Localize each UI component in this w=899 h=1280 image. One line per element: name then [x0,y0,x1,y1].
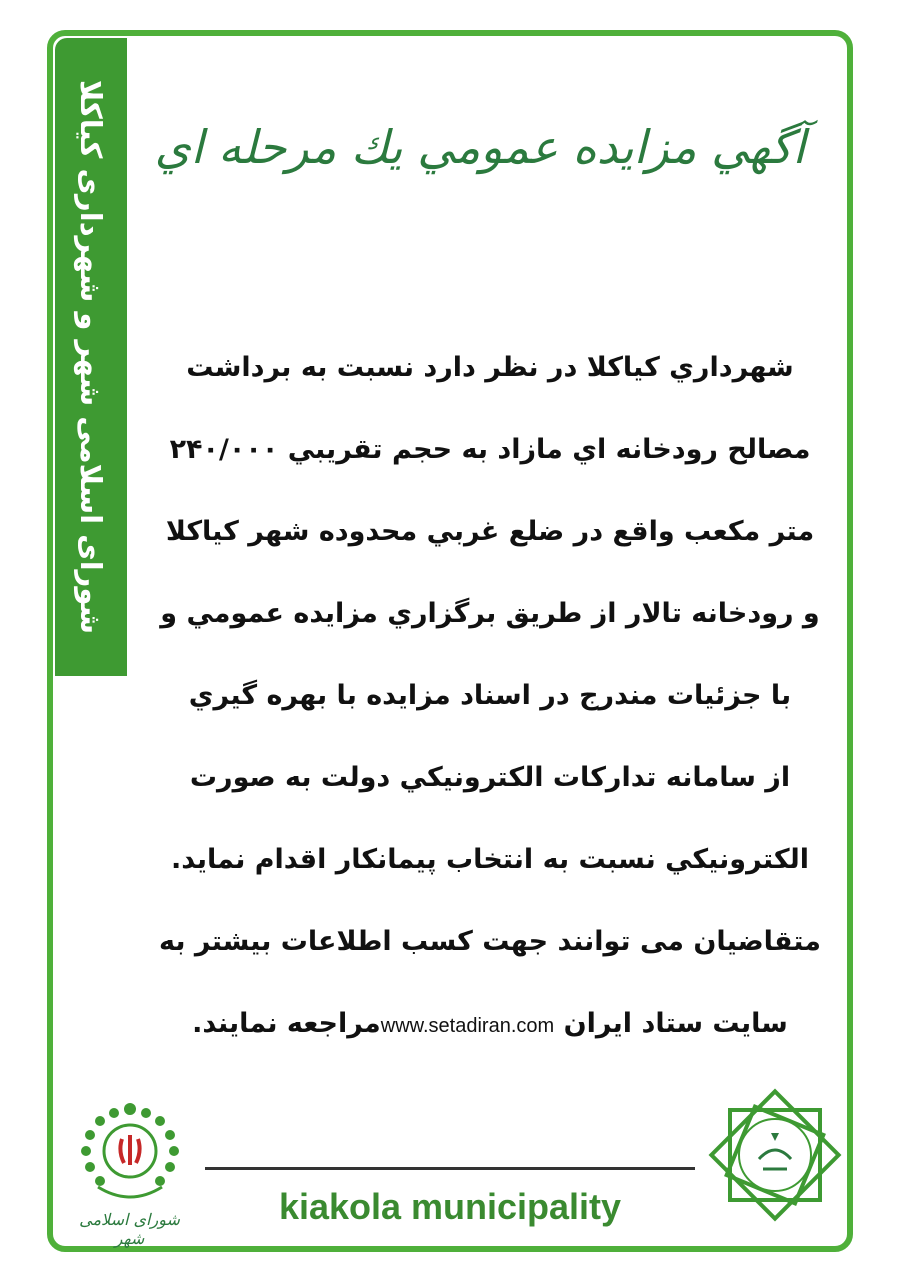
body-line: متر مكعب واقع در ضلع غربي محدوده شهر كياكلا [165,516,815,547]
notice-title: آگهي مزايده عمومي يك مرحله اي [154,120,806,174]
council-logo-caption: شورای اسلامی شهر [79,1210,180,1248]
body-line: شهرداري كياكلا در نظر دارد نسبت به برداشت [186,352,794,383]
side-banner-text: شورای اسلامی شهر و شهرداری کیاکلا [74,79,108,635]
notice-body [150,334,830,1072]
last-line-before-url: سايت ستاد ايران [563,1008,788,1039]
body-line: با جزئيات مندرج در اسناد مزايده با بهره گيري [188,680,792,711]
body-line: از سامانه تداركات الكترونيكي دولت به صورت [189,762,791,793]
body-line-last [150,990,830,1072]
last-line-after-url: مراجعه نمايند. [192,1008,381,1039]
body-line: و رودخانه تالار از طريق برگزاري مزايده عمومي و [160,598,820,629]
municipality-seal-icon [705,1085,845,1225]
website-link[interactable]: www.setadiran.com [380,1015,555,1037]
footer-divider [205,1167,695,1170]
footer-municipality-name: kiakola municipality [278,1186,622,1227]
body-line: مصالح رودخانه اي مازاد به حجم تقريبي ۲۴۰/۰۰۰ [169,434,811,465]
body-line: متقاضيان می توانند جهت كسب اطلاعات بيشتر به [158,926,821,957]
body-line: الكترونيكي نسبت به انتخاب پيمانكار اقدام نمايد. [170,844,809,875]
